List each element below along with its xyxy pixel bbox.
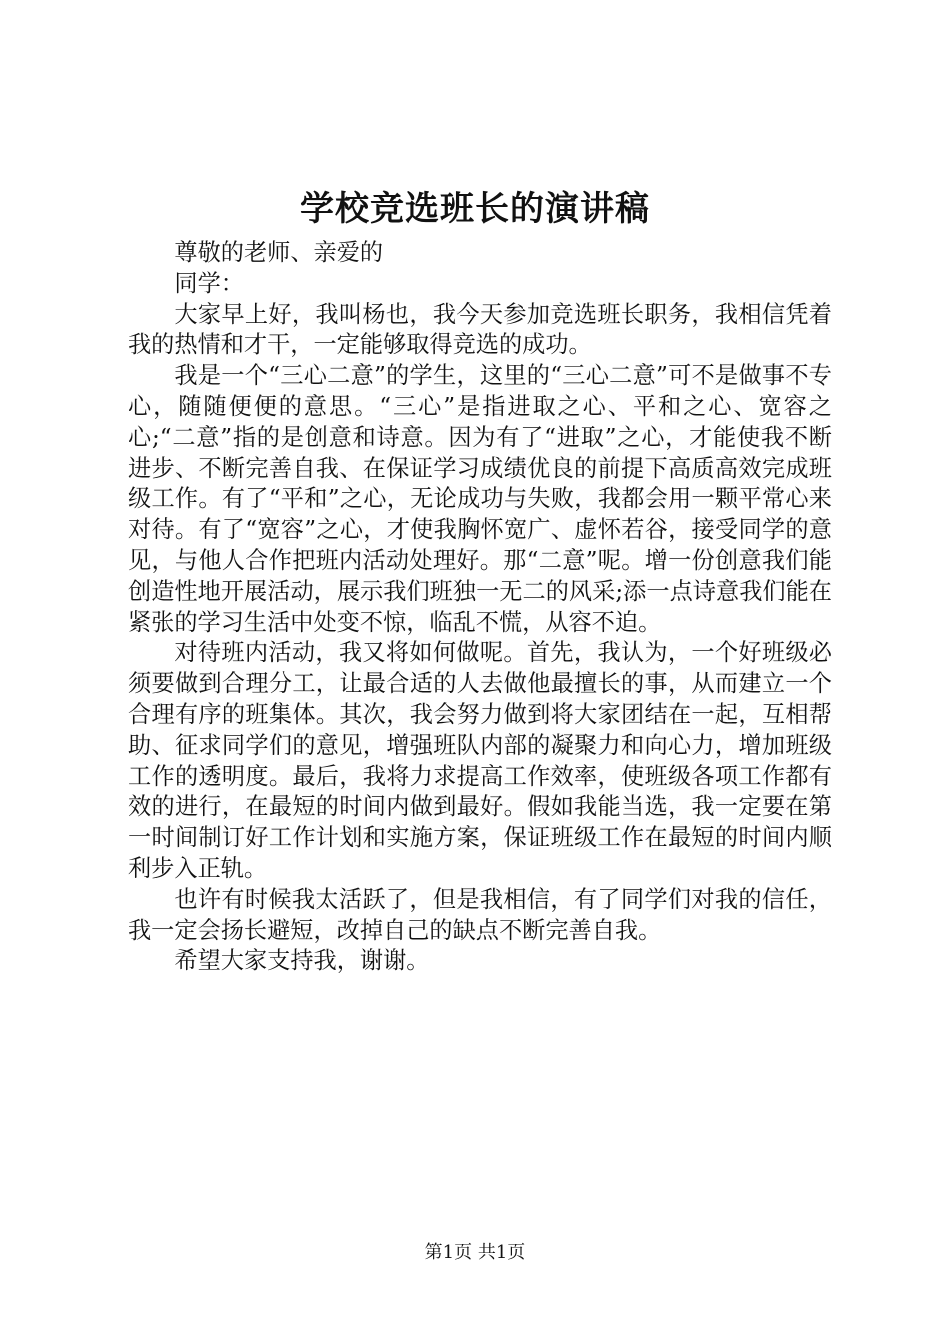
- document-title: 学校竞选班长的演讲稿: [300, 189, 650, 229]
- body-paragraph: 也许有时候我太活跃了，但是我相信，有了同学们对我的信任，我一定会扬长避短，改掉自己的缺点不断完善自我。: [128, 885, 832, 944]
- salutation-line: 尊敬的老师、亲爱的: [174, 239, 384, 266]
- page-number-footer: 第1页 共1页: [424, 1242, 526, 1263]
- body-paragraph: 我是一个“三心二意”的学生，这里的“三心二意”可不是做事不专心，随随便便的意思。“三心”是指进取之心、平和之心、宽容之心;“二意”指的是创意和诗意。因为有了“进取”之心，才能使我不断进步、不断完善自我、在保证学习成绩优良的前提下高质高效完成班级工作。有了“平和”之心，无论成功与失败，我都会用一颗平常心来对待。有了“宽容”之心，才使我胸怀宽广、虚怀若谷，接受同学的意见，与他人合作把班内活动处理好。那“二意”呢。增一份创意我们能创造性地开展活动，展示我们班独一无二的风采;添一点诗意我们能在紧张的学习生活中处变不惊，临乱不慌，从容不迫。: [128, 362, 832, 636]
- salutation-line: 同学：: [174, 269, 244, 297]
- body-paragraph: 对待班内活动，我又将如何做呢。首先，我认为，一个好班级必须要做到合理分工，让最合适的人去做他最擅长的事，从而建立一个合理有序的班集体。其次，我会努力做到将大家团结在一起，互相帮助、征求同学们的意见，增强班队内部的凝聚力和向心力，增加班级工作的透明度。最后，我将力求提高工作效率，使班级各项工作都有效的进行，在最短的时间内做到最好。假如我能当选，我一定要在第一时间制订好工作计划和实施方案，保证班级工作在最短的时间内顺利步入正轨。: [128, 639, 832, 882]
- document-body: [128, 238, 832, 977]
- body-paragraph: 大家早上好，我叫杨也，我今天参加竞选班长职务，我相信凭着我的热情和才干，一定能够取得竞选的成功。: [128, 300, 832, 359]
- body-paragraph: 希望大家支持我，谢谢。: [174, 947, 430, 975]
